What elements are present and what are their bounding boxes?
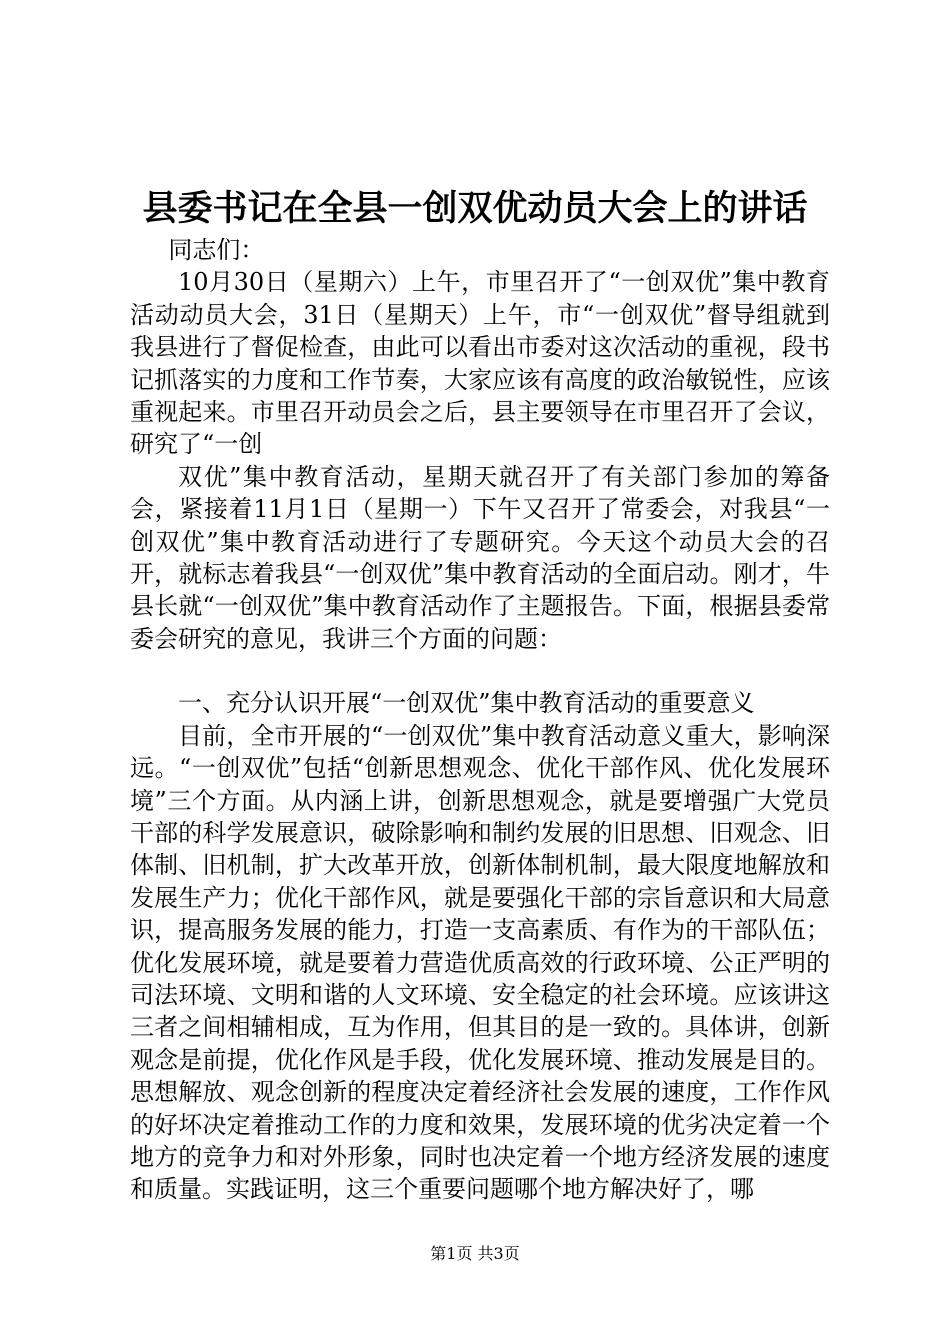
page-number: 第1页 共3页: [430, 1244, 520, 1263]
document-title: 县委书记在全县一创双优动员大会上的讲话: [142, 188, 808, 229]
body-paragraph: 双优”集中教育活动，星期天就召开了有关部门参加的筹备会，紧接着11月1日（星期一）下午又召开了常委会，对我县“一创双优”集中教育活动进行了专题研究。今天这个动员大会的召开，就标志着我县“一创双优”集中教育活动的全面启动。刚才，牛县长就“一创双优”集中教育活动作了主题报告。下面，根据县委常委会研究的意见，我讲三个方面的问题：: [130, 462, 830, 653]
document-body: [130, 234, 830, 1206]
body-paragraph: 目前，全市开展的“一创双优”集中教育活动意义重大，影响深远。“一创双优”包括“创新思想观念、优化干部作风、优化发展环境”三个方面。从内涵上讲，创新思想观念，就是要增强广大党员干部的科学发展意识，破除影响和制约发展的旧思想、旧观念、旧体制、旧机制，扩大改革开放，创新体制机制，最大限度地解放和发展生产力；优化干部作风，就是要强化干部的宗旨意识和大局意识，提高服务发展的能力，打造一支高素质、有作为的干部队伍；优化发展环境，就是要着力营造优质高效的行政环境、公正严明的司法环境、文明和谐的人文环境、安全稳定的社会环境。应该讲这三者之间相辅相成，互为作用，但其目的是一致的。具体讲，创新观念是前提，优化作风是手段，优化发展环境、推动发展是目的。思想解放、观念创新的程度决定着经济社会发展的速度，工作作风的好坏决定着推动工作的力度和效果，发展环境的优劣决定着一个地方的竞争力和对外形象，同时也决定着一个地方经济发展的速度和质量。实践证明，这三个重要问题哪个地方解决好了，哪: [130, 721, 830, 1204]
greeting-paragraph: 同志们：: [168, 236, 265, 264]
section-heading: 一、充分认识开展“一创双优”集中教育活动的重要意义: [178, 689, 755, 718]
body-paragraph: 10月30日（星期六）上午，市里召开了“一创双优”集中教育活动动员大会，31日（星期天）上午，市“一创双优”督导组就到我县进行了督促检查，由此可以看出市委对这次活动的重视，段书记抓落实的力度和工作节奏，大家应该有高度的政治敏锐性，应该重视起来。市里召开动员会之后，县主要领导在市里召开了会议，研究了“一创: [130, 268, 830, 459]
